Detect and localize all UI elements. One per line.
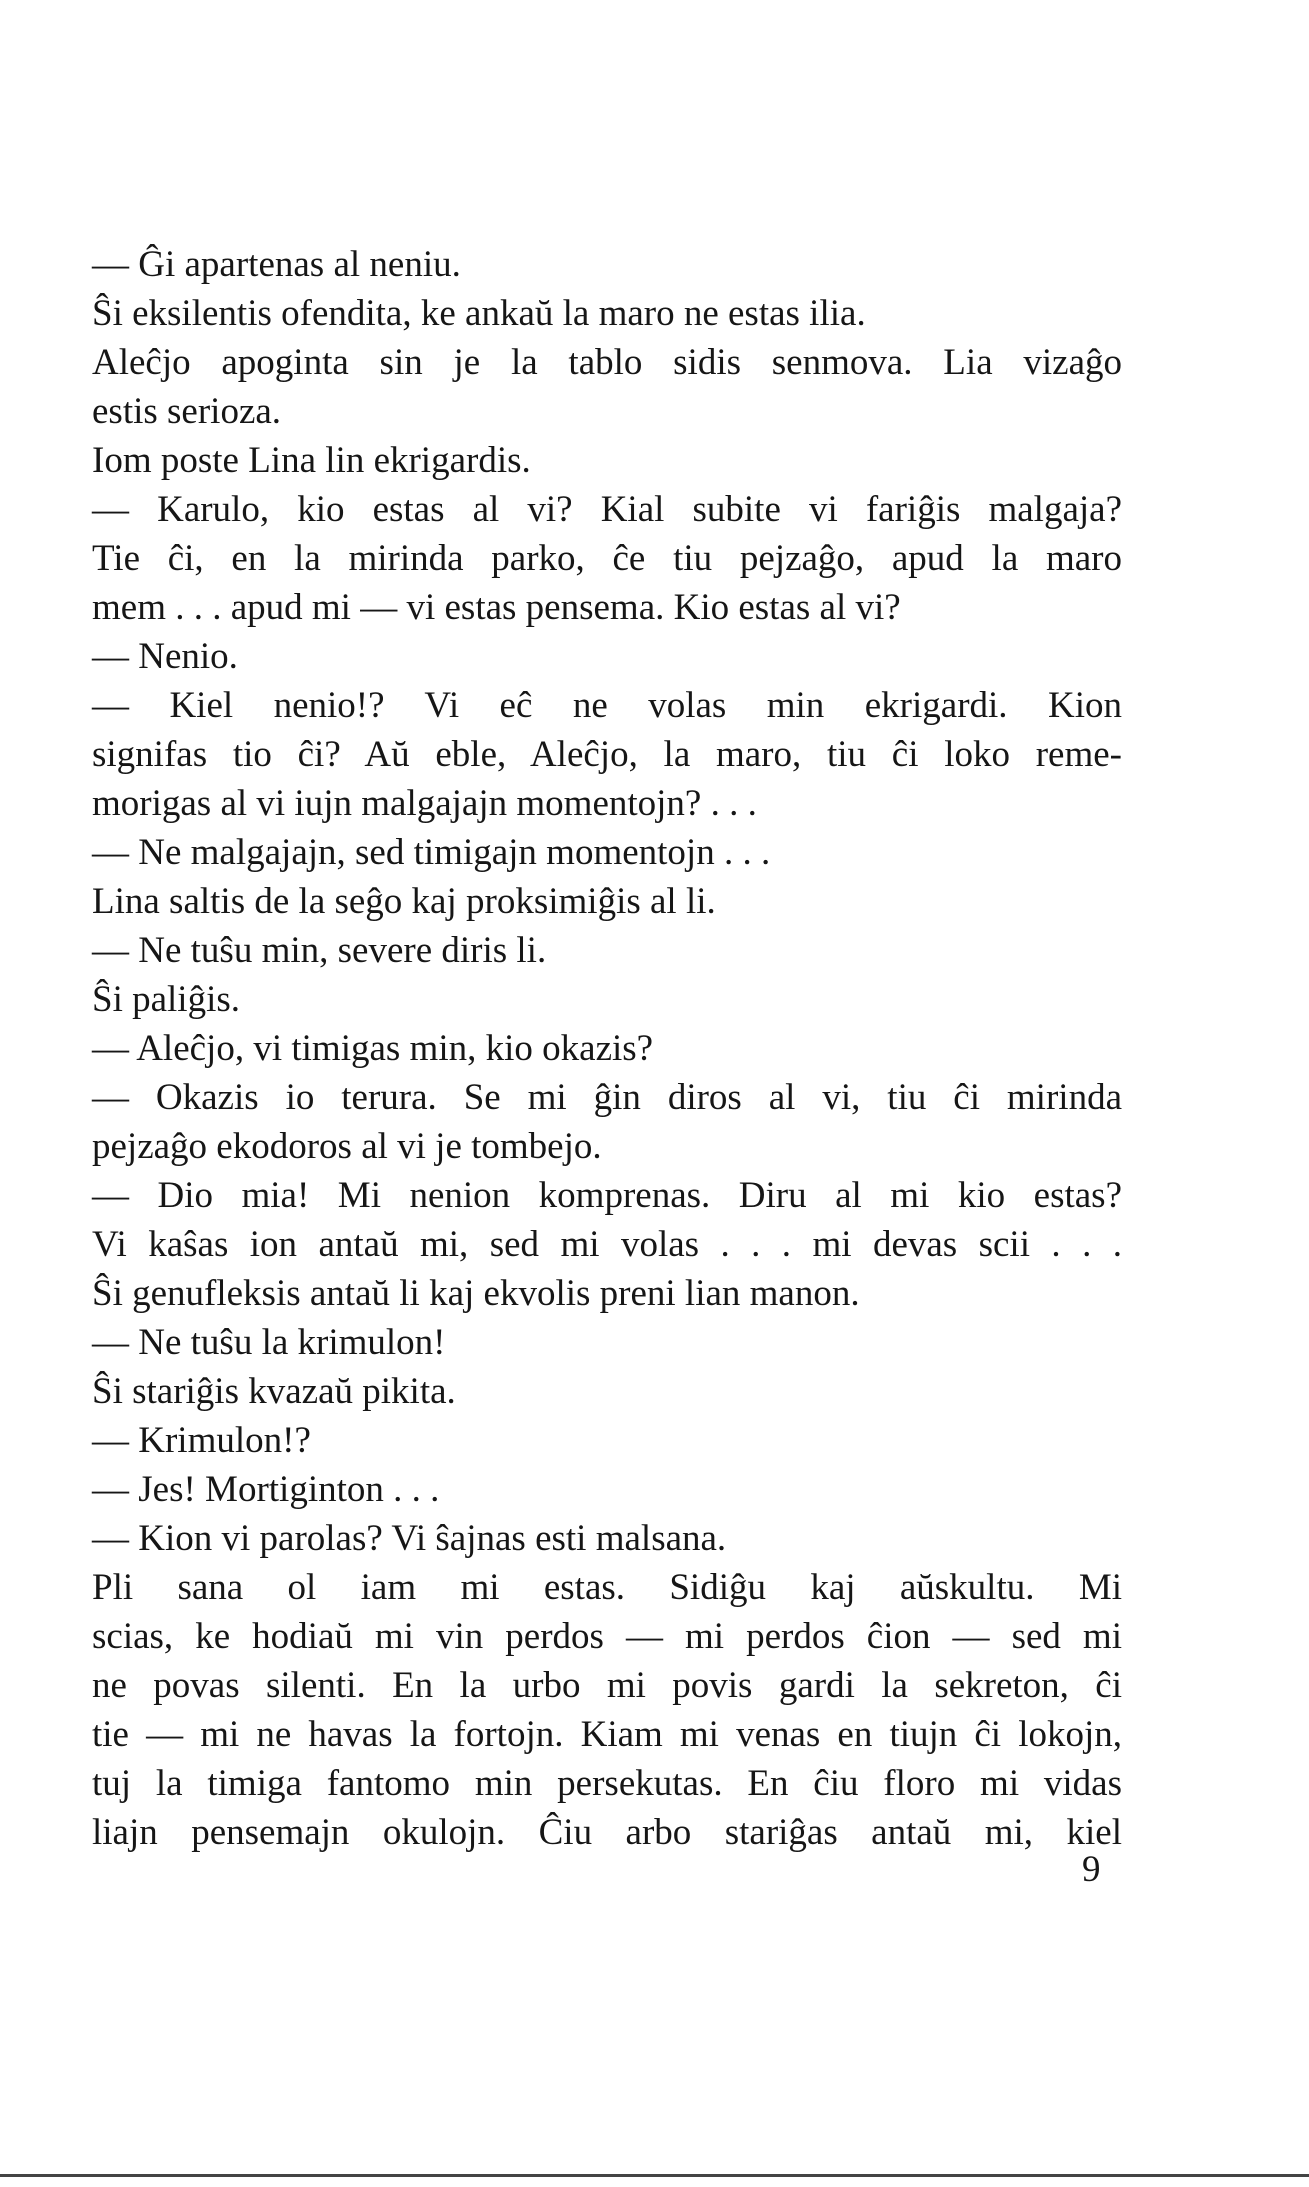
text-line: Vi kaŝas ion antaŭ mi, sed mi volas . . . mi devas scii . . . [92,1224,1122,1265]
text-line: tie — mi ne havas la fortojn. Kiam mi venas en tiujn ĉi lokojn, [92,1714,1122,1755]
page-number: 9 [1082,1849,1101,1890]
text-line: ne povas silenti. En la urbo mi povis gardi la sekreton, ĉi [92,1665,1122,1706]
text-line: — Karulo, kio estas al vi? Kial subite vi fariĝis malgaja? [92,489,1122,530]
text-line: Ŝi genufleksis antaŭ li kaj ekvolis preni lian manon. [92,1273,860,1314]
text-line: Pli sana ol iam mi estas. Sidiĝu kaj aŭskultu. Mi [92,1567,1122,1608]
text-line: signifas tio ĉi? Aŭ eble, Aleĉjo, la maro, tiu ĉi loko reme- [92,734,1122,775]
text-line: Iom poste Lina lin ekrigardis. [92,440,531,481]
text-line: — Kiel nenio!? Vi eĉ ne volas min ekrigardi. Kion [92,685,1122,726]
scan-edge-line [0,2174,1309,2177]
text-line: tuj la timiga fantomo min persekutas. En ĉiu floro mi vidas [92,1763,1122,1804]
text-line: — Jes! Mortiginton . . . [92,1469,440,1510]
body-text [92,240,1122,1857]
text-line: mem . . . apud mi — vi estas pensema. Kio estas al vi? [92,587,901,628]
text-line: Tie ĉi, en la mirinda parko, ĉe tiu pejzaĝo, apud la maro [92,538,1122,579]
text-line: — Dio mia! Mi nenion komprenas. Diru al mi kio estas? [92,1175,1122,1216]
text-line: — Ne tuŝu min, severe diris li. [92,930,547,971]
text-line: — Ne malgajajn, sed timigajn momentojn . . . [92,832,771,873]
text-line: — Krimulon!? [92,1420,311,1461]
text-line: — Ĝi apartenas al neniu. [92,244,461,285]
text-line: Ŝi paliĝis. [92,979,241,1020]
text-line: Lina saltis de la seĝo kaj proksimiĝis al li. [92,881,716,922]
text-line: — Kion vi parolas? Vi ŝajnas esti malsana. [92,1518,727,1559]
text-line: liajn pensemajn okulojn. Ĉiu arbo stariĝas antaŭ mi, kiel [92,1812,1122,1853]
text-line: — Ne tuŝu la krimulon! [92,1322,446,1363]
text-line: — Nenio. [92,636,238,677]
text-line: Aleĉjo apoginta sin je la tablo sidis senmova. Lia vizaĝo [92,342,1122,383]
text-line: pejzaĝo ekodoros al vi je tombejo. [92,1126,602,1167]
text-line: — Aleĉjo, vi timigas min, kio okazis? [92,1028,654,1069]
text-line: Ŝi eksilentis ofendita, ke ankaŭ la maro ne estas ilia. [92,293,866,334]
text-line: scias, ke hodiaŭ mi vin perdos — mi perdos ĉion — sed mi [92,1616,1122,1657]
text-line: — Okazis io terura. Se mi ĝin diros al vi, tiu ĉi mirinda [92,1077,1122,1118]
text-line: Ŝi stariĝis kvazaŭ pikita. [92,1371,456,1412]
text-line: morigas al vi iujn malgajajn momentojn? . . . [92,783,757,824]
text-line: estis serioza. [92,391,282,432]
